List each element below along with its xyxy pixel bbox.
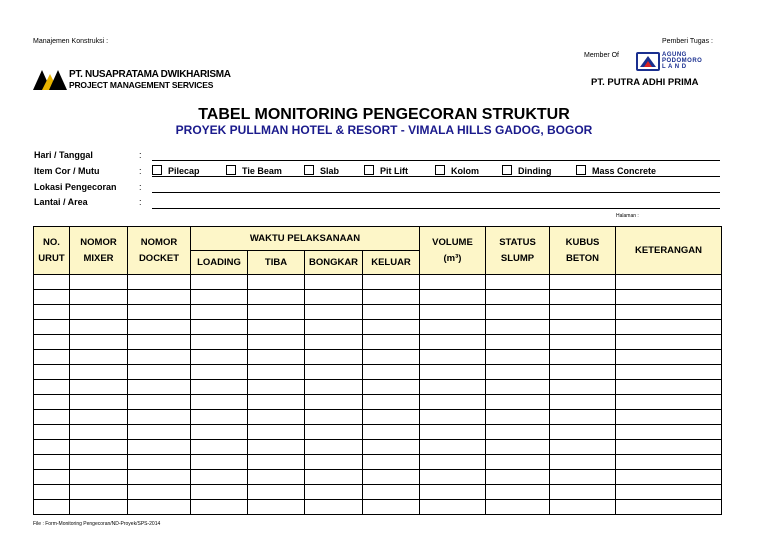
table-cell[interactable] [363, 395, 420, 410]
table-cell[interactable] [191, 290, 248, 305]
table-cell[interactable] [363, 335, 420, 350]
header-docket-bottom: DOCKET [138, 253, 180, 264]
table-cell[interactable] [486, 395, 550, 410]
table-cell[interactable] [550, 320, 616, 335]
table-cell[interactable] [486, 365, 550, 380]
table-cell[interactable] [486, 440, 550, 455]
table-cell[interactable] [191, 470, 248, 485]
table-cell[interactable] [248, 440, 305, 455]
header-kubus [550, 227, 616, 275]
tie-beam-checkbox[interactable] [226, 165, 236, 175]
table-row [34, 500, 722, 515]
item-label: Item Cor / Mutu [34, 166, 100, 176]
table-cell[interactable] [550, 485, 616, 500]
table-cell[interactable] [248, 410, 305, 425]
table-cell[interactable] [70, 305, 128, 320]
header-mixer-top: NOMOR [80, 237, 117, 248]
table-cell[interactable] [616, 425, 722, 440]
table-cell[interactable] [128, 485, 191, 500]
table-cell[interactable] [420, 410, 486, 425]
member-of-label: Member Of [584, 52, 620, 59]
header-keluar: KELUAR [363, 251, 420, 275]
table-cell[interactable] [128, 410, 191, 425]
monitoring-table [33, 226, 722, 515]
page-number-label: Halaman : [616, 213, 639, 219]
pit-lift-checkbox[interactable] [364, 165, 374, 175]
table-cell[interactable] [128, 500, 191, 515]
table-cell[interactable] [248, 485, 305, 500]
page-subtitle: PROYEK PULLMAN HOTEL & RESORT - VIMALA HILLS GADOG, BOGOR [175, 123, 593, 137]
option-mass-concrete[interactable] [576, 165, 656, 176]
table-cell[interactable] [550, 335, 616, 350]
location-colon: : [139, 182, 142, 192]
option-pit-lift[interactable] [364, 165, 408, 176]
table-cell[interactable] [34, 380, 70, 395]
header-mixer-bottom: MIXER [83, 253, 114, 264]
table-cell[interactable] [34, 290, 70, 305]
table-cell[interactable] [128, 455, 191, 470]
table-cell[interactable] [420, 425, 486, 440]
table-cell[interactable] [128, 470, 191, 485]
table-cell[interactable] [363, 410, 420, 425]
table-cell[interactable] [363, 350, 420, 365]
date-label: Hari / Tanggal [34, 150, 93, 160]
pilecap-checkbox[interactable] [152, 165, 162, 175]
header-volume [420, 227, 486, 275]
brand-line-3: L A N D [662, 64, 687, 70]
header-no-top: NO. [43, 237, 60, 248]
table-row [34, 305, 722, 320]
mass-concrete-checkbox[interactable] [576, 165, 586, 175]
table-cell[interactable] [420, 500, 486, 515]
table-cell[interactable] [248, 335, 305, 350]
header-docket [128, 227, 191, 275]
option-label: Tie Beam [242, 166, 282, 176]
company-name: PT. NUSAPRATAMA DWIKHARISMA [69, 69, 231, 80]
date-field[interactable] [152, 160, 720, 161]
table-cell[interactable] [305, 290, 363, 305]
table-cell[interactable] [191, 410, 248, 425]
table-cell[interactable] [616, 395, 722, 410]
table-cell[interactable] [486, 380, 550, 395]
table-cell[interactable] [34, 395, 70, 410]
table-cell[interactable] [616, 455, 722, 470]
table-cell[interactable] [70, 395, 128, 410]
table-cell[interactable] [486, 305, 550, 320]
table-cell[interactable] [191, 455, 248, 470]
table-cell[interactable] [191, 365, 248, 380]
table-cell[interactable] [616, 485, 722, 500]
brand-line-1: AGUNG [662, 52, 687, 58]
table-cell[interactable] [305, 395, 363, 410]
table-row [34, 380, 722, 395]
table-cell[interactable] [305, 320, 363, 335]
table-cell[interactable] [191, 275, 248, 290]
table-cell[interactable] [248, 455, 305, 470]
table-cell[interactable] [128, 365, 191, 380]
table-cell[interactable] [550, 290, 616, 305]
table-cell[interactable] [305, 500, 363, 515]
option-label: Dinding [518, 166, 552, 176]
table-cell[interactable] [248, 320, 305, 335]
company-subtitle: PROJECT MANAGEMENT SERVICES [69, 80, 214, 90]
table-cell[interactable] [616, 290, 722, 305]
table-cell[interactable] [420, 290, 486, 305]
table-cell[interactable] [616, 410, 722, 425]
table-cell[interactable] [486, 320, 550, 335]
table-cell[interactable] [191, 500, 248, 515]
table-cell[interactable] [191, 350, 248, 365]
table-row [34, 395, 722, 410]
table-cell[interactable] [420, 470, 486, 485]
table-cell[interactable] [550, 380, 616, 395]
table-cell[interactable] [363, 275, 420, 290]
table-cell[interactable] [34, 500, 70, 515]
table-cell[interactable] [486, 290, 550, 305]
table-cell[interactable] [191, 440, 248, 455]
table-cell[interactable] [248, 290, 305, 305]
table-cell[interactable] [34, 305, 70, 320]
table-cell[interactable] [248, 470, 305, 485]
header-status-top: STATUS [499, 237, 536, 248]
table-cell[interactable] [550, 350, 616, 365]
header-docket-top: NOMOR [140, 237, 178, 248]
table-cell[interactable] [486, 410, 550, 425]
table-cell[interactable] [616, 365, 722, 380]
table-cell[interactable] [550, 455, 616, 470]
table-cell[interactable] [420, 365, 486, 380]
table-cell[interactable] [363, 305, 420, 320]
table-cell[interactable] [420, 335, 486, 350]
table-cell[interactable] [128, 440, 191, 455]
slab-checkbox[interactable] [304, 165, 314, 175]
table-cell[interactable] [70, 455, 128, 470]
table-cell[interactable] [550, 440, 616, 455]
table-cell[interactable] [305, 380, 363, 395]
table-cell[interactable] [305, 350, 363, 365]
table-cell[interactable] [616, 335, 722, 350]
table-cell[interactable] [305, 485, 363, 500]
table-cell[interactable] [70, 290, 128, 305]
table-row [34, 275, 722, 290]
table-cell[interactable] [305, 455, 363, 470]
header-keterangan: KETERANGAN [616, 227, 722, 275]
table-cell[interactable] [616, 380, 722, 395]
table-cell[interactable] [486, 455, 550, 470]
table-cell[interactable] [248, 500, 305, 515]
table-cell[interactable] [486, 425, 550, 440]
header-status-bottom: SLUMP [500, 253, 535, 264]
header-mixer [70, 227, 128, 275]
table-cell[interactable] [420, 320, 486, 335]
header-kubus-bottom: BETON [565, 253, 600, 264]
table-cell[interactable] [550, 425, 616, 440]
table-cell[interactable] [363, 455, 420, 470]
table-cell[interactable] [70, 275, 128, 290]
table-cell[interactable] [248, 395, 305, 410]
floor-colon: : [139, 197, 142, 207]
table-cell[interactable] [248, 275, 305, 290]
table-cell[interactable] [616, 275, 722, 290]
table-row [34, 410, 722, 425]
table-cell[interactable] [34, 335, 70, 350]
table-cell[interactable] [191, 320, 248, 335]
table-cell[interactable] [305, 425, 363, 440]
table-row [34, 290, 722, 305]
location-label: Lokasi Pengecoran [34, 182, 117, 192]
table-cell[interactable] [486, 275, 550, 290]
table-cell[interactable] [248, 365, 305, 380]
table-cell[interactable] [248, 425, 305, 440]
table-cell[interactable] [34, 320, 70, 335]
table-cell[interactable] [550, 305, 616, 320]
table-cell[interactable] [128, 290, 191, 305]
table-cell[interactable] [128, 380, 191, 395]
table-cell[interactable] [191, 485, 248, 500]
table-cell[interactable] [70, 380, 128, 395]
option-dinding[interactable] [502, 165, 552, 176]
table-cell[interactable] [550, 365, 616, 380]
table-cell[interactable] [34, 470, 70, 485]
table-cell[interactable] [70, 350, 128, 365]
header-volume-top: VOLUME [432, 237, 473, 248]
table-cell[interactable] [128, 335, 191, 350]
table-cell[interactable] [34, 350, 70, 365]
table-cell[interactable] [128, 425, 191, 440]
table-cell[interactable] [305, 365, 363, 380]
table-cell[interactable] [420, 350, 486, 365]
kolom-checkbox[interactable] [435, 165, 445, 175]
table-cell[interactable] [305, 305, 363, 320]
table-cell[interactable] [363, 365, 420, 380]
table-cell[interactable] [305, 335, 363, 350]
header-tiba: TIBA [248, 251, 305, 275]
table-cell[interactable] [70, 470, 128, 485]
table-cell[interactable] [616, 350, 722, 365]
header-no [34, 227, 70, 275]
table-cell[interactable] [305, 410, 363, 425]
table-cell[interactable] [34, 365, 70, 380]
table-cell[interactable] [70, 425, 128, 440]
table-row [34, 425, 722, 440]
brand-wordmark [662, 52, 702, 70]
table-cell[interactable] [70, 485, 128, 500]
table-cell[interactable] [128, 275, 191, 290]
option-pilecap[interactable] [152, 165, 200, 176]
table-row [34, 365, 722, 380]
option-slab[interactable] [304, 165, 339, 176]
table-cell[interactable] [420, 380, 486, 395]
header-kubus-top: KUBUS [565, 237, 600, 248]
table-cell[interactable] [363, 425, 420, 440]
floor-label: Lantai / Area [34, 197, 88, 207]
table-cell[interactable] [191, 305, 248, 320]
location-field[interactable] [152, 192, 720, 193]
brand-line-2: PODOMORO [662, 58, 703, 64]
brand-logo-icon [636, 52, 660, 71]
table-cell[interactable] [128, 350, 191, 365]
table-cell[interactable] [363, 470, 420, 485]
table-cell[interactable] [34, 440, 70, 455]
table-cell[interactable] [305, 275, 363, 290]
table-cell[interactable] [616, 320, 722, 335]
table-cell[interactable] [363, 485, 420, 500]
table-cell[interactable] [191, 380, 248, 395]
table-row [34, 455, 722, 470]
table-cell[interactable] [128, 320, 191, 335]
table-cell[interactable] [70, 410, 128, 425]
table-cell[interactable] [486, 350, 550, 365]
page-title: TABEL MONITORING PENGECORAN STRUKTUR [198, 106, 570, 123]
item-field-line [152, 176, 720, 177]
table-cell[interactable] [616, 500, 722, 515]
table-row [34, 440, 722, 455]
table-cell[interactable] [34, 410, 70, 425]
table-cell[interactable] [550, 275, 616, 290]
table-cell[interactable] [191, 335, 248, 350]
table-body [34, 275, 722, 515]
option-label: Kolom [451, 166, 479, 176]
header-no-bottom: URUT [38, 253, 65, 264]
header-waktu: WAKTU PELAKSANAAN [191, 227, 420, 251]
table-cell[interactable] [486, 485, 550, 500]
option-kolom[interactable] [435, 165, 479, 176]
item-colon: : [139, 166, 142, 176]
floor-field[interactable] [152, 208, 720, 209]
company-logo-icon [33, 68, 67, 90]
table-cell[interactable] [248, 380, 305, 395]
table-cell[interactable] [70, 365, 128, 380]
table-cell[interactable] [34, 275, 70, 290]
table-cell[interactable] [363, 380, 420, 395]
header-bongkar: BONGKAR [305, 251, 363, 275]
dinding-checkbox[interactable] [502, 165, 512, 175]
table-cell[interactable] [550, 410, 616, 425]
table-row [34, 320, 722, 335]
table-cell[interactable] [248, 305, 305, 320]
mk-label: Manajemen Konstruksi : [33, 38, 109, 45]
table-cell[interactable] [486, 335, 550, 350]
table-cell[interactable] [34, 485, 70, 500]
table-cell[interactable] [486, 470, 550, 485]
table-cell[interactable] [305, 440, 363, 455]
table-cell[interactable] [420, 440, 486, 455]
table-cell[interactable] [363, 320, 420, 335]
table-cell[interactable] [550, 470, 616, 485]
table-cell[interactable] [128, 395, 191, 410]
table-row [34, 350, 722, 365]
table-cell[interactable] [486, 500, 550, 515]
header-status [486, 227, 550, 275]
option-label: Pilecap [168, 166, 200, 176]
table-cell[interactable] [70, 440, 128, 455]
table-cell[interactable] [420, 305, 486, 320]
option-label: Mass Concrete [592, 166, 657, 176]
table-cell[interactable] [191, 425, 248, 440]
table-cell[interactable] [420, 485, 486, 500]
table-cell[interactable] [34, 425, 70, 440]
option-label: Pit Lift [380, 166, 408, 176]
table-cell[interactable] [420, 395, 486, 410]
table-cell[interactable] [70, 500, 128, 515]
option-tie-beam[interactable] [226, 165, 282, 176]
table-row [34, 470, 722, 485]
table-row [34, 335, 722, 350]
header-loading: LOADING [191, 251, 248, 275]
option-label: Slab [320, 166, 340, 176]
client-label: Pemberi Tugas : [662, 38, 713, 45]
table-cell[interactable] [70, 320, 128, 335]
table-cell[interactable] [616, 440, 722, 455]
table-cell[interactable] [248, 350, 305, 365]
header-volume-bottom: (m³) [443, 253, 462, 264]
footer-file-ref: File : Form-Monitoring Pengecoran/ND-Proyek/SPS-2014 [33, 521, 161, 527]
table-row [34, 485, 722, 500]
table-cell[interactable] [550, 500, 616, 515]
date-colon: : [139, 150, 142, 160]
table-cell[interactable] [191, 395, 248, 410]
table-cell[interactable] [70, 335, 128, 350]
table-cell[interactable] [305, 470, 363, 485]
table-cell[interactable] [616, 470, 722, 485]
table-cell[interactable] [128, 305, 191, 320]
table-cell[interactable] [420, 275, 486, 290]
table-cell[interactable] [363, 290, 420, 305]
table-cell[interactable] [550, 395, 616, 410]
table-cell[interactable] [34, 455, 70, 470]
table-cell[interactable] [420, 455, 486, 470]
table-cell[interactable] [616, 305, 722, 320]
client-name: PT. PUTRA ADHI PRIMA [591, 77, 699, 88]
table-cell[interactable] [363, 440, 420, 455]
table-cell[interactable] [363, 500, 420, 515]
